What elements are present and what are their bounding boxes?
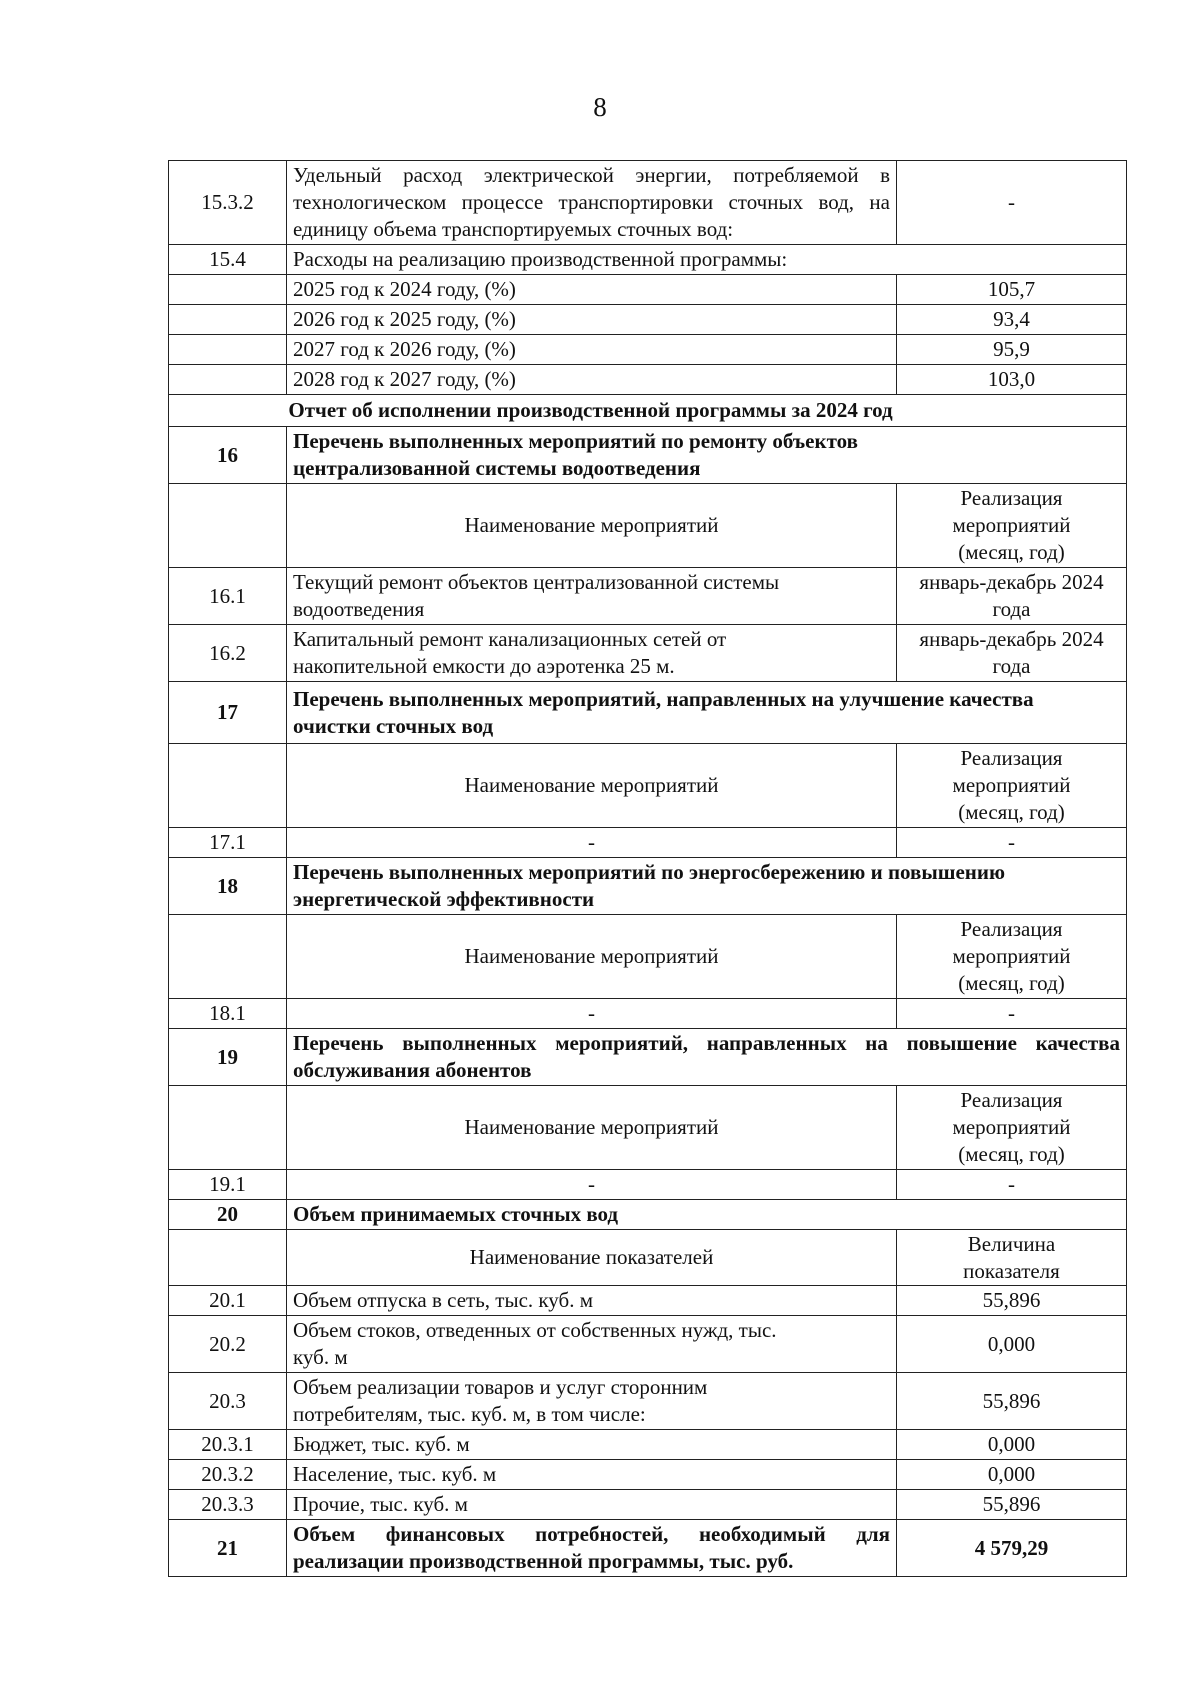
row-value: - <box>897 999 1127 1029</box>
row-number: 19.1 <box>169 1170 287 1200</box>
row-number: 20.3.3 <box>169 1490 287 1520</box>
empty-cell <box>169 484 287 568</box>
table-row <box>169 305 1127 335</box>
table-row <box>169 828 1127 858</box>
table-row <box>169 625 1127 682</box>
row-description: 2025 год к 2024 году, (%) <box>287 275 897 305</box>
section-number: 19 <box>169 1029 287 1086</box>
row-description: Объем реализации товаров и услуг сторонним потребителям, тыс. куб. м, в том числе: <box>287 1373 897 1430</box>
header-name: Наименование мероприятий <box>287 484 897 568</box>
empty-cell <box>169 744 287 828</box>
section-row <box>169 858 1127 915</box>
section-number: 20 <box>169 1200 287 1230</box>
row-value: 105,7 <box>897 275 1127 305</box>
section-title: Перечень выполненных мероприятий, направленных на улучшение качества очистки сточных вод <box>287 682 1127 744</box>
row-value: 93,4 <box>897 305 1127 335</box>
empty-cell <box>169 335 287 365</box>
row-description: Бюджет, тыс. куб. м <box>287 1430 897 1460</box>
header-row <box>169 484 1127 568</box>
section-row <box>169 1200 1127 1230</box>
empty-cell <box>169 275 287 305</box>
report-title-row <box>169 395 1127 427</box>
section-row <box>169 1029 1127 1086</box>
table-row <box>169 1286 1127 1316</box>
row-value: - <box>897 828 1127 858</box>
row-number: 15.4 <box>169 245 287 275</box>
row-number: 18.1 <box>169 999 287 1029</box>
empty-cell <box>169 1086 287 1170</box>
section-row <box>169 1520 1127 1577</box>
row-value: 0,000 <box>897 1430 1127 1460</box>
section-title: Перечень выполненных мероприятий, направленных на повышение качества обслуживания абонентов <box>287 1029 1127 1086</box>
row-value: 103,0 <box>897 365 1127 395</box>
section-title: Перечень выполненных мероприятий по ремонту объектов централизованной системы водоотведения <box>287 427 1127 484</box>
row-description: - <box>287 828 897 858</box>
row-number: 20.3.1 <box>169 1430 287 1460</box>
row-value: 55,896 <box>897 1490 1127 1520</box>
row-value: 95,9 <box>897 335 1127 365</box>
header-value: Реализация мероприятий (месяц, год) <box>897 744 1127 828</box>
header-row <box>169 1230 1127 1286</box>
section-row <box>169 682 1127 744</box>
header-name: Наименование мероприятий <box>287 744 897 828</box>
row-description: - <box>287 1170 897 1200</box>
empty-cell <box>169 915 287 999</box>
row-description: Капитальный ремонт канализационных сетей от накопительной емкости до аэротенка 25 м. <box>287 625 897 682</box>
table-row <box>169 1170 1127 1200</box>
row-number: 20.3 <box>169 1373 287 1430</box>
row-description: - <box>287 999 897 1029</box>
row-number: 20.1 <box>169 1286 287 1316</box>
section-row <box>169 427 1127 484</box>
row-value: - <box>897 161 1127 245</box>
section-number: 17 <box>169 682 287 744</box>
row-number: 15.3.2 <box>169 161 287 245</box>
table-row <box>169 275 1127 305</box>
row-number: 20.3.2 <box>169 1460 287 1490</box>
table-row <box>169 365 1127 395</box>
table-row <box>169 1373 1127 1430</box>
header-value: Реализация мероприятий (месяц, год) <box>897 1086 1127 1170</box>
program-table <box>168 160 1127 1577</box>
section-number: 21 <box>169 1520 287 1577</box>
header-row <box>169 915 1127 999</box>
section-number: 16 <box>169 427 287 484</box>
table-row <box>169 568 1127 625</box>
page-number: 8 <box>593 92 607 122</box>
row-number: 16.2 <box>169 625 287 682</box>
row-description: 2027 год к 2026 году, (%) <box>287 335 897 365</box>
empty-cell <box>169 365 287 395</box>
row-value: 55,896 <box>897 1286 1127 1316</box>
header-value: Величина показателя <box>897 1230 1127 1286</box>
header-name: Наименование мероприятий <box>287 915 897 999</box>
section-title: Объем финансовых потребностей, необходимый для реализации производственной программы, тыс. руб. <box>287 1520 897 1577</box>
table-row <box>169 1430 1127 1460</box>
table-row <box>169 1460 1127 1490</box>
empty-cell <box>169 305 287 335</box>
section-number: 18 <box>169 858 287 915</box>
header-value: Реализация мероприятий (месяц, год) <box>897 484 1127 568</box>
row-description: Расходы на реализацию производственной программы: <box>287 245 1127 275</box>
table-row <box>169 1490 1127 1520</box>
report-title: Отчет об исполнении производственной программы за 2024 год <box>169 395 1127 427</box>
row-description: Объем отпуска в сеть, тыс. куб. м <box>287 1286 897 1316</box>
row-value: 0,000 <box>897 1460 1127 1490</box>
row-value: 0,000 <box>897 1316 1127 1373</box>
row-description: Текущий ремонт объектов централизованной системы водоотведения <box>287 568 897 625</box>
row-description: 2028 год к 2027 году, (%) <box>287 365 897 395</box>
row-description: Удельный расход электрической энергии, потребляемой в технологическом процессе транспортировки сточных вод, на единицу объема транспортируемых сточных вод: <box>287 161 897 245</box>
section-title: Объем принимаемых сточных вод <box>287 1200 1127 1230</box>
header-name: Наименование мероприятий <box>287 1086 897 1170</box>
row-value: январь-декабрь 2024 года <box>897 568 1127 625</box>
row-value: январь-декабрь 2024 года <box>897 625 1127 682</box>
table-row <box>169 999 1127 1029</box>
row-description: Прочие, тыс. куб. м <box>287 1490 897 1520</box>
header-name: Наименование показателей <box>287 1230 897 1286</box>
table-row <box>169 1316 1127 1373</box>
row-description: Население, тыс. куб. м <box>287 1460 897 1490</box>
row-value: 4 579,29 <box>897 1520 1127 1577</box>
header-row <box>169 1086 1127 1170</box>
table-row <box>169 245 1127 275</box>
header-row <box>169 744 1127 828</box>
table-row <box>169 335 1127 365</box>
table-row <box>169 161 1127 245</box>
header-value: Реализация мероприятий (месяц, год) <box>897 915 1127 999</box>
row-number: 20.2 <box>169 1316 287 1373</box>
row-description: Объем стоков, отведенных от собственных нужд, тыс. куб. м <box>287 1316 897 1373</box>
empty-cell <box>169 1230 287 1286</box>
row-number: 17.1 <box>169 828 287 858</box>
section-title: Перечень выполненных мероприятий по энергосбережению и повышению энергетической эффективности <box>287 858 1127 915</box>
row-description: 2026 год к 2025 году, (%) <box>287 305 897 335</box>
row-number: 16.1 <box>169 568 287 625</box>
row-value: 55,896 <box>897 1373 1127 1430</box>
row-value: - <box>897 1170 1127 1200</box>
